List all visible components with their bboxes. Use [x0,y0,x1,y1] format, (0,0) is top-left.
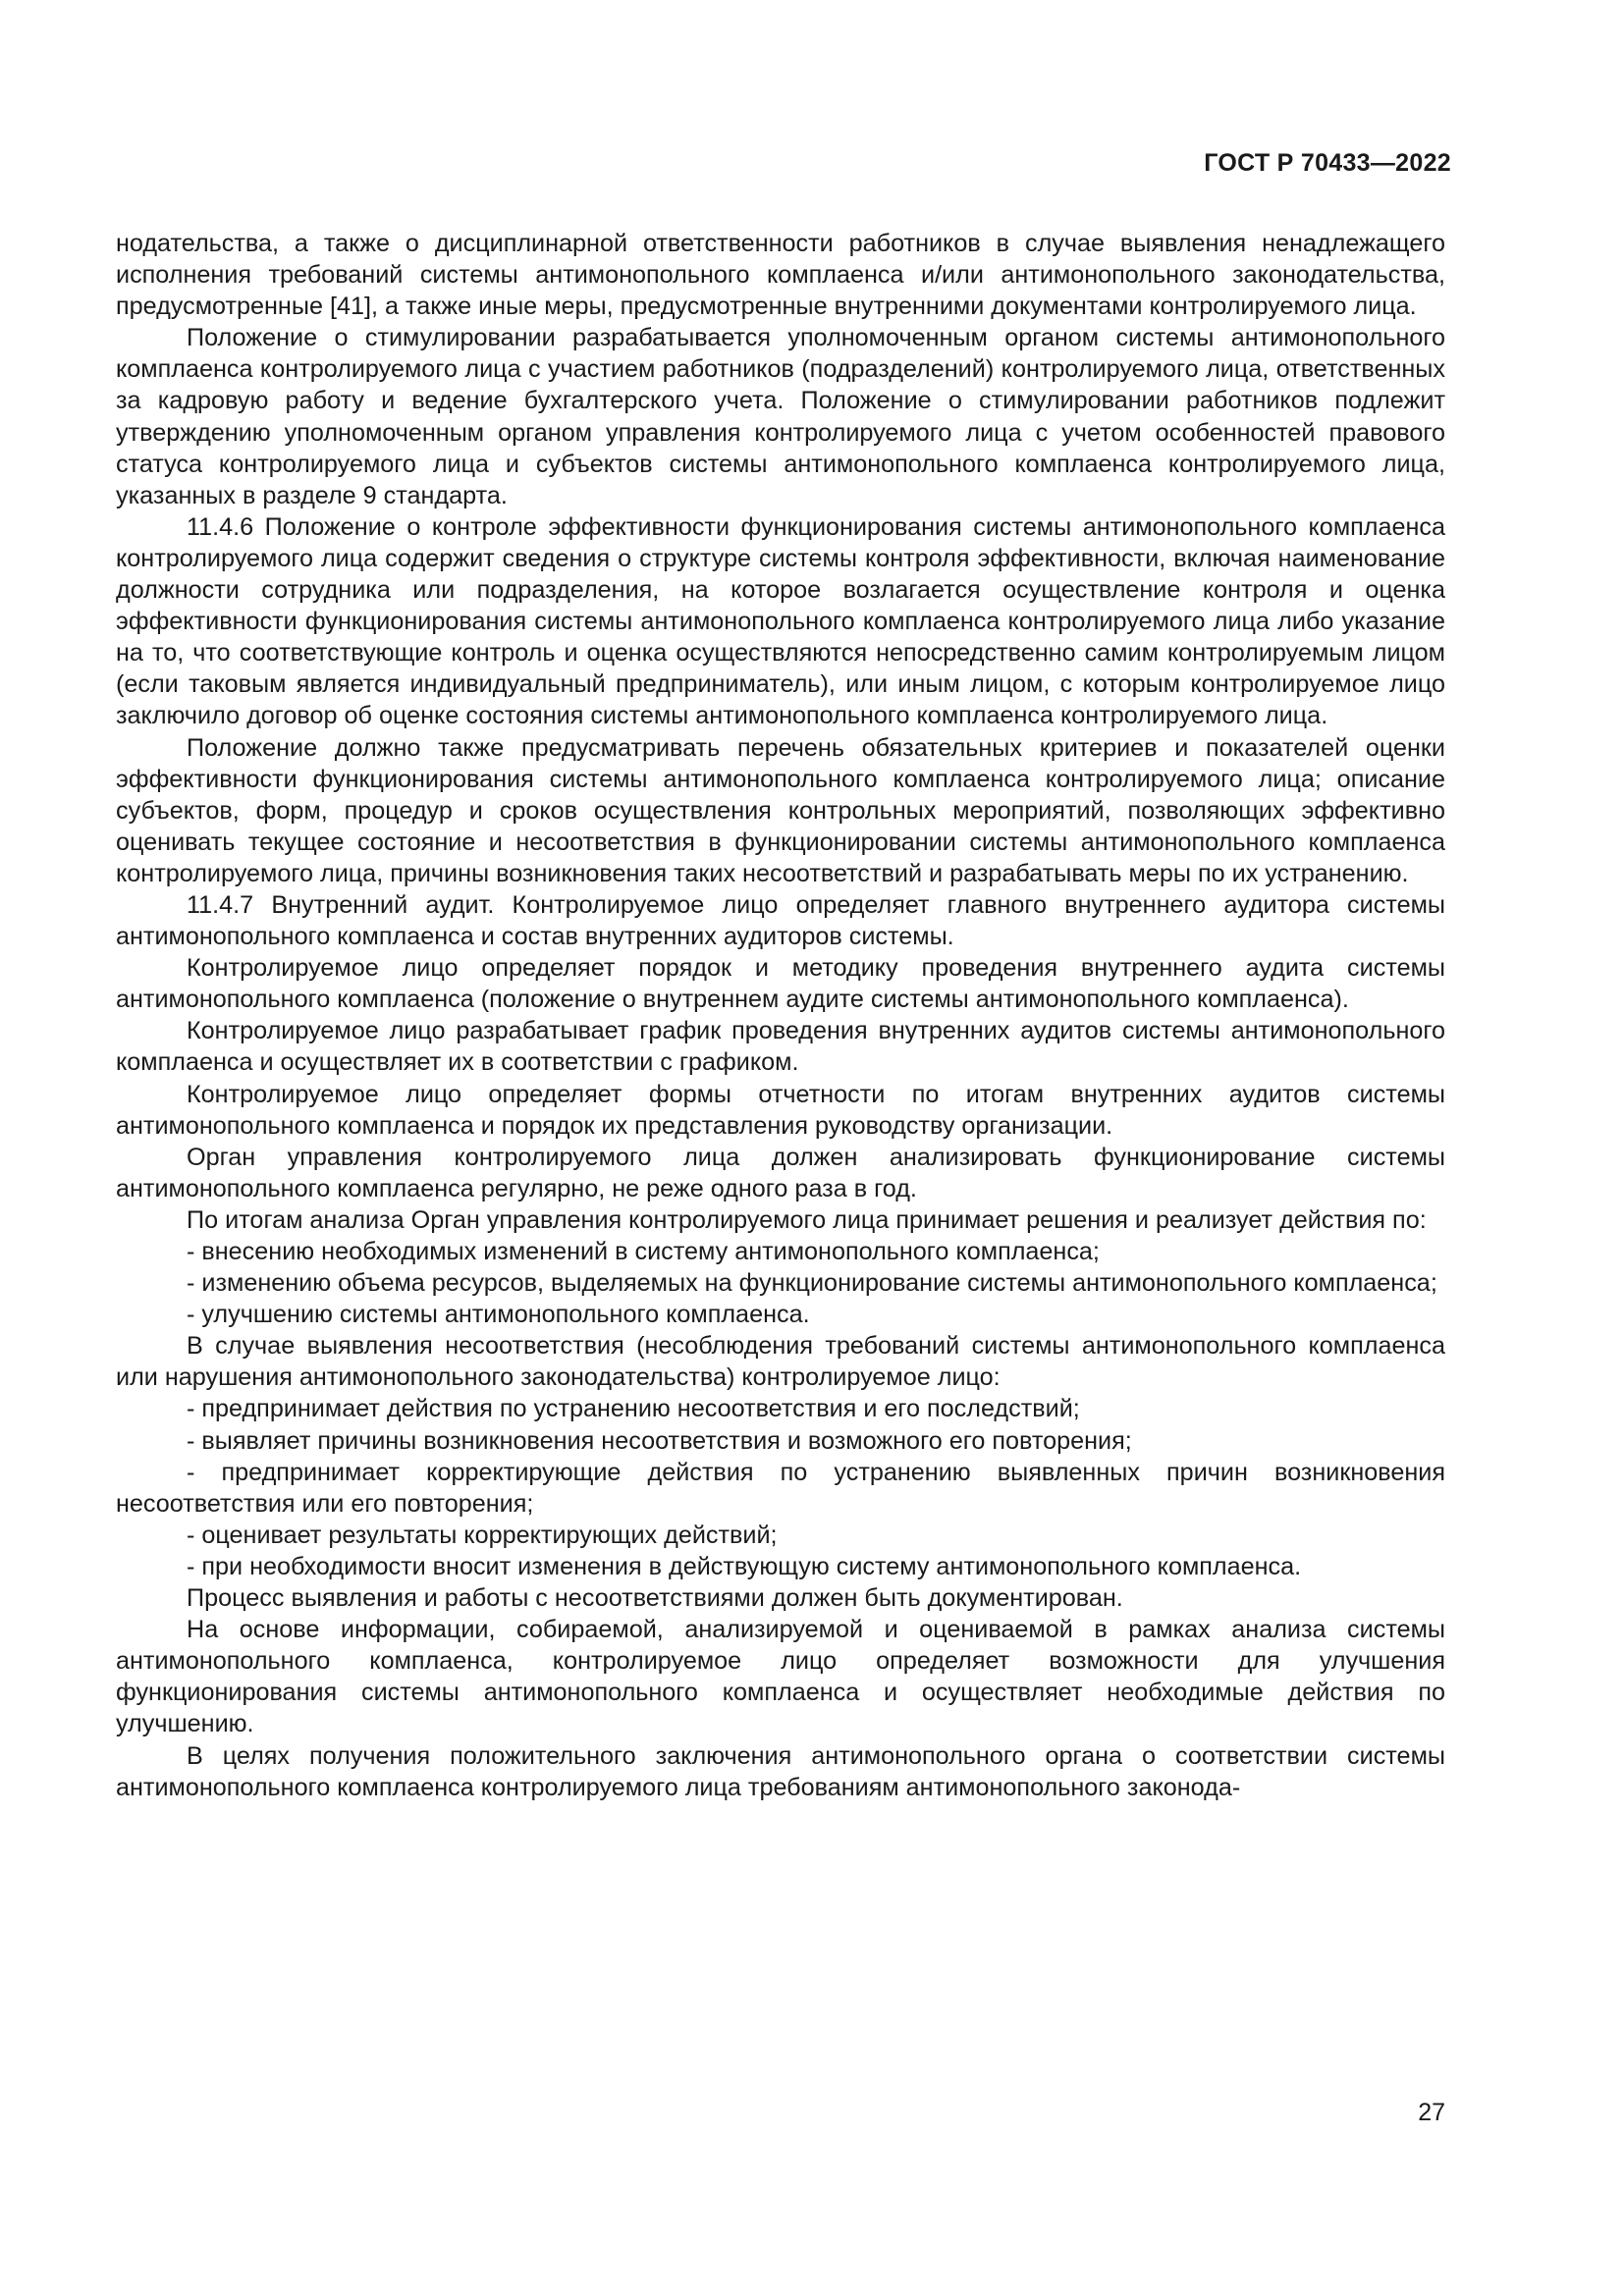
paragraph: нодательства, а также о дисциплинарной ответственности работников в случае выявления ненадлежащего исполнения требований системы антимонопольного комплаенса и/или антимонопольного законодательства, предусмотренные [41], а также иные меры, предусмотренные внутренними документами контролируемого лица. [116,230,1445,321]
list-item: - при необходимости вносит изменения в действующую систему антимонопольного комплаенса. [187,1552,1302,1580]
paragraph: В случае выявления несоответствия (несоблюдения требований системы антимонопольного комплаенса или нарушения антимонопольного законодательства) контролируемое лицо: [116,1332,1445,1392]
paragraph: Положение о стимулировании разрабатывается уполномоченным органом системы антимонопольного комплаенса контролируемого лица с участием работников (подразделений) контролируемого лица, ответственных за кадровую работу и ведение бухгалтерского учета. Положение о стимулировании работников подлежит утверждению уполномоченным органом управления контролируемого лица с учетом особенностей правового статуса контролируемого лица и субъектов системы антимонопольного комплаенса контролируемого лица, указанных в разделе 9 стандарта. [116,324,1445,509]
paragraph: Контролируемое лицо определяет порядок и методику проведения внутреннего аудита системы антимонопольного комплаенса (положение о внутреннем аудите системы антимонопольного комплаенса). [116,954,1445,1014]
paragraph: В целях получения положительного заключения антимонопольного органа о соответствии системы антимонопольного комплаенса контролируемого лица требованиям антимонопольного законода- [116,1741,1445,1801]
list-item: - предпринимает действия по устранению несоответствия и его последствий; [187,1395,1080,1423]
paragraph: По итогам анализа Орган управления контролируемого лица принимает решения и реализует действия по: [187,1205,1427,1234]
document-code-header: ГОСТ Р 70433—2022 [1204,149,1451,177]
paragraph: Процесс выявления и работы с несоответствиями должен быть документирован. [187,1584,1123,1613]
page-number: 27 [1418,2099,1445,2126]
list-item: - улучшению системы антимонопольного комплаенса. [187,1301,810,1329]
list-item: - оценивает результаты корректирующих действий; [187,1521,778,1549]
paragraph: 11.4.7 Внутренний аудит. Контролируемое лицо определяет главного внутреннего аудитора системы антимонопольного комплаенса и состав внутренних аудиторов системы. [116,890,1445,951]
paragraph: Контролируемое лицо определяет формы отчетности по итогам внутренних аудитов системы антимонопольного комплаенса и порядок их представления руководству организации. [116,1080,1445,1140]
list-item: - внесению необходимых изменений в систему антимонопольного комплаенса; [187,1238,1100,1265]
document-body [116,228,1445,1803]
paragraph: Положение должно также предусматривать перечень обязательных критериев и показателей оценки эффективности функционирования системы антимонопольного комплаенса контролируемого лица; описание субъектов, форм, процедур и сроков осуществления контрольных мероприятий, позволяющих эффективно оценивать текущее состояние и несоответствия в функционировании системы антимонопольного комплаенса контролируемого лица, причины возникновения таких несоответствий и разрабатывать меры по их устранению. [116,733,1445,887]
list-item: - предпринимает корректирующие действия по устранению выявленных причин возникновения несоответствия или его повторения; [116,1458,1445,1518]
list-item: - выявляет причины возникновения несоответствия и возможного его повторения; [187,1426,1132,1455]
paragraph: Контролируемое лицо разрабатывает график проведения внутренних аудитов системы антимонопольного комплаенса и осуществляет их в соответствии с графиком. [116,1017,1445,1077]
paragraph: 11.4.6 Положение о контроле эффективности функционирования системы антимонопольного комплаенса контролируемого лица содержит сведения о структуре системы контроля эффективности, включая наименование должности сотрудника или подразделения, на которое возлагается осуществление контроля и оценка эффективности функционирования системы антимонопольного комплаенса контролируемого лица либо указание на то, что соответствующие контроль и оценка осуществляются непосредственно самим контролируемым лицом (если таковым является индивидуальный предприниматель), или иным лицом, с которым контролируемое лицо заключило договор об оценке состояния системы антимонопольного комплаенса контролируемого лица. [116,512,1445,730]
paragraph: Орган управления контролируемого лица должен анализировать функционирование системы антимонопольного комплаенса регулярно, не реже одного раза в год. [116,1143,1445,1202]
list-item: - изменению объема ресурсов, выделяемых на функционирование системы антимонопольного комплаенса; [187,1269,1437,1298]
paragraph: На основе информации, собираемой, анализируемой и оцениваемой в рамках анализа системы антимонопольного комплаенса, контролируемое лицо определяет возможности для улучшения функционирования системы антимонопольного комплаенса и осуществляет необходимые действия по улучшению. [116,1616,1445,1738]
